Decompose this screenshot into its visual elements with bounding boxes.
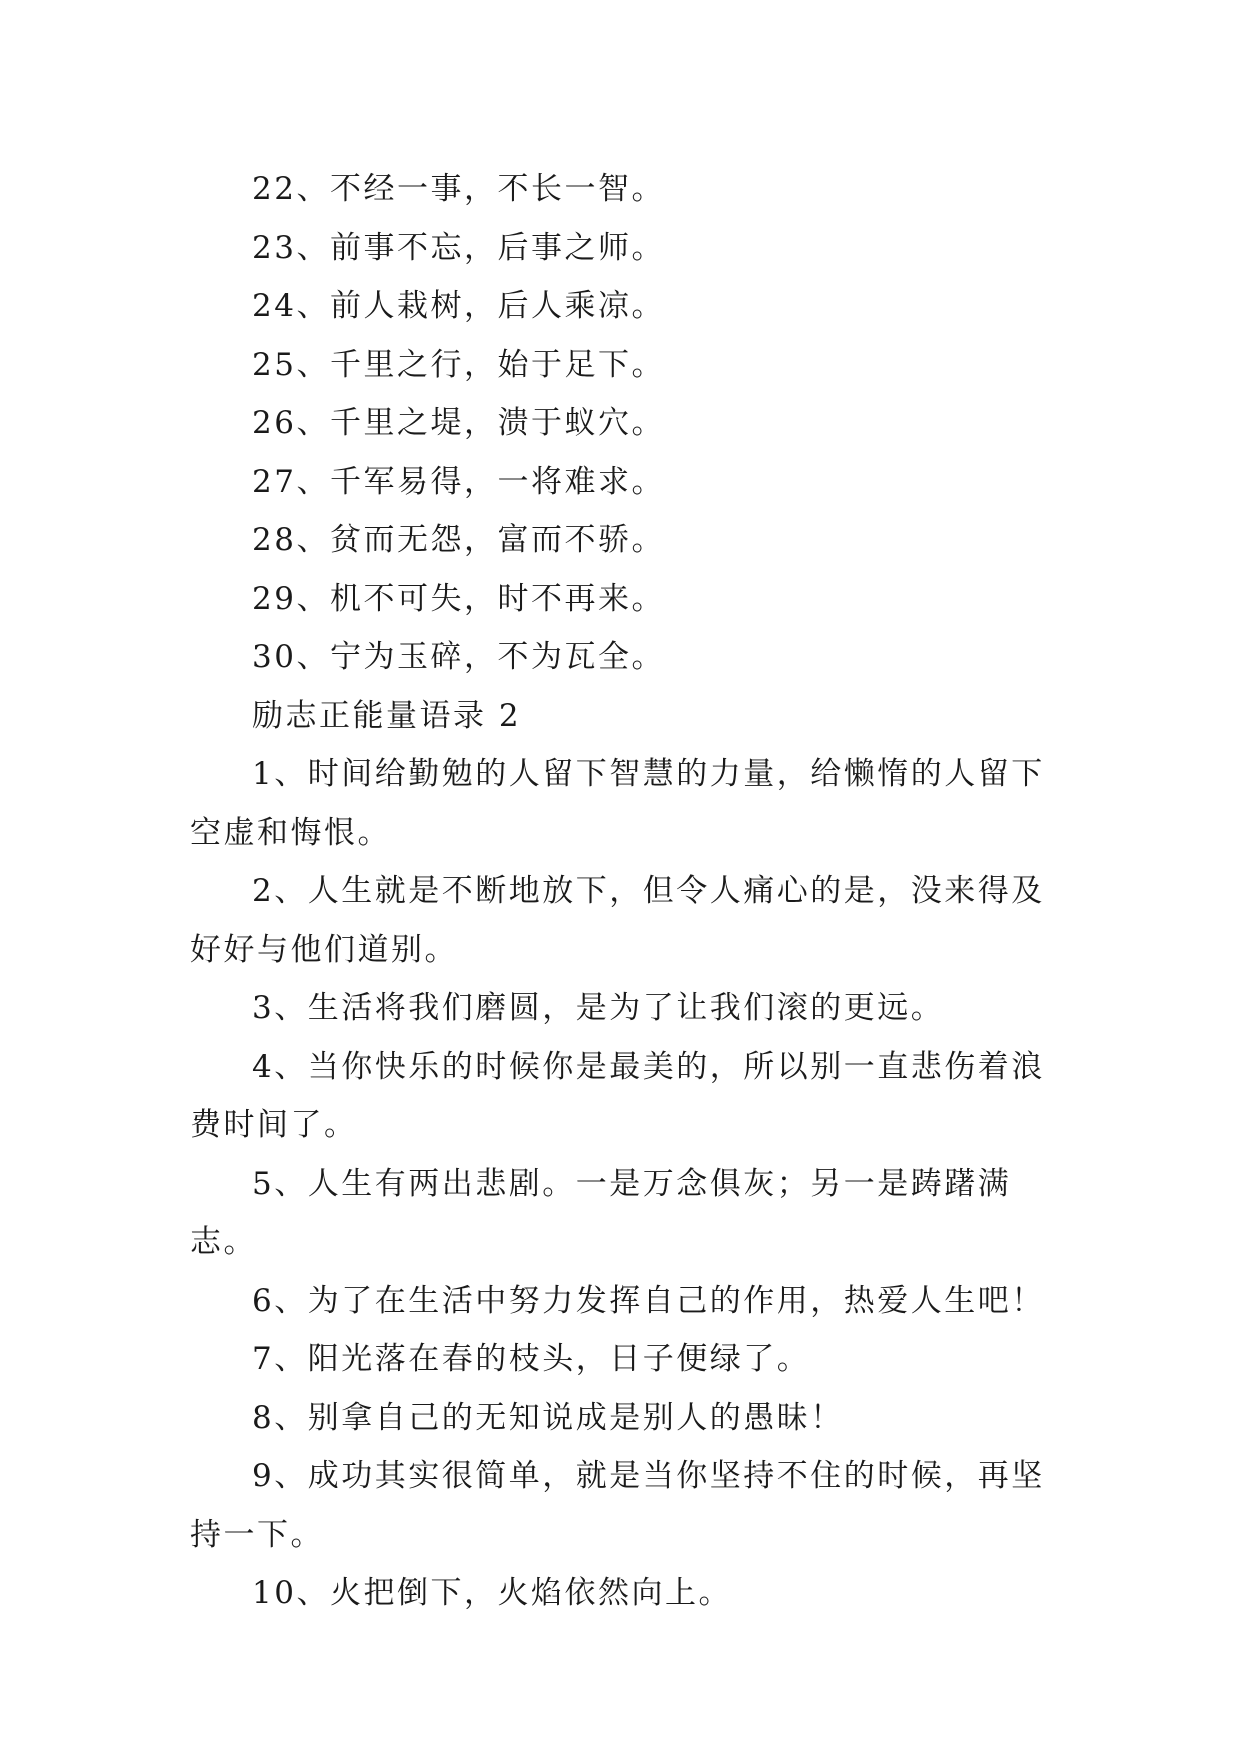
- paragraph-29: 29、机不可失，时不再来。: [252, 580, 665, 617]
- paragraph-22: 22、不经一事，不长一智。: [252, 171, 665, 207]
- paragraph-24: 24、前人栽树，后人乘凉。: [252, 288, 665, 324]
- paragraph-26: 26、千里之堤，溃于蚁穴。: [252, 405, 665, 441]
- paragraph-4: 4、当你快乐的时候你是最美的，所以别一直悲伤着浪费时间了。: [190, 1048, 1045, 1143]
- paragraph-23: 23、前事不忘，后事之师。: [252, 229, 665, 266]
- paragraph-6: 6、为了在生活中努力发挥自己的作用，热爱人生吧！: [252, 1282, 1045, 1319]
- paragraph-10: 10、火把倒下，火焰依然向上。: [252, 1575, 732, 1611]
- paragraph-3: 3、生活将我们磨圆，是为了让我们滚的更远。: [252, 990, 945, 1026]
- paragraph-8: 8、别拿自己的无知说成是别人的愚昧！: [252, 1399, 844, 1436]
- paragraph-1: 1、时间给勤勉的人留下智慧的力量，给懒惰的人留下空虚和悔恨。: [190, 756, 1045, 851]
- section-heading: 励志正能量语录 2: [252, 697, 522, 734]
- paragraph-7: 7、阳光落在春的枝头，日子便绿了。: [252, 1341, 811, 1377]
- paragraph-28: 28、贫而无怨，富而不骄。: [252, 522, 665, 558]
- paragraph-5: 5、人生有两出悲剧。一是万念俱灰；另一是踌躇满志。: [190, 1165, 1012, 1260]
- paragraph-27: 27、千军易得，一将难求。: [252, 463, 665, 500]
- document-body: [190, 160, 1070, 1623]
- paragraph-9: 9、成功其实很简单，就是当你坚持不住的时候，再坚持一下。: [190, 1458, 1045, 1553]
- paragraph-30: 30、宁为玉碎，不为瓦全。: [252, 639, 665, 675]
- paragraph-25: 25、千里之行，始于足下。: [252, 346, 665, 383]
- paragraph-2: 2、人生就是不断地放下，但令人痛心的是，没来得及好好与他们道别。: [190, 873, 1045, 968]
